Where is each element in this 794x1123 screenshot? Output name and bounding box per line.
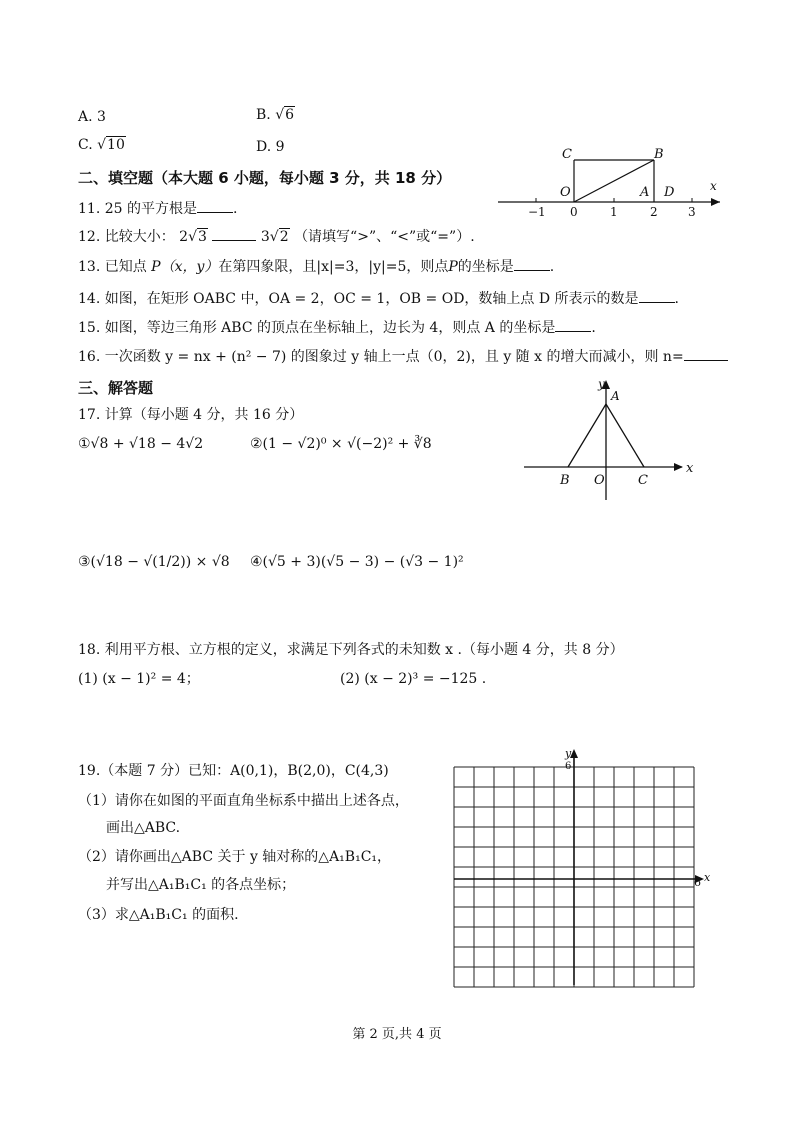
q19-step3: （3）求△A₁B₁C₁ 的面积.: [78, 907, 239, 923]
q12-left: 2: [179, 229, 189, 245]
q14-text: 14. 如图，在矩形 OABC 中，OA = 2，OC = 1，OB = OD，数轴上点 D 所表示的数是: [78, 291, 639, 307]
tick-label: −1: [528, 205, 546, 219]
question-11: 11. 25 的平方根是 .: [78, 201, 238, 217]
q13-var2: P: [448, 259, 458, 275]
label-y: y: [598, 377, 605, 391]
question-15: 15. 如图，等边三角形 ABC 的顶点在坐标轴上，边长为 4，则点 A 的坐标是 .: [78, 320, 596, 336]
label-o: O: [560, 185, 571, 200]
option-b: B. √6: [256, 107, 295, 123]
q17-part2: ②(1 − √2)⁰ × √(−2)² + ∛8: [250, 436, 432, 452]
answer-blank: [639, 290, 675, 303]
coordinate-grid[interactable]: [446, 745, 736, 990]
q13-text1: 13. 已知点: [78, 259, 147, 275]
q13-text3: 的坐标是: [457, 259, 514, 275]
answer-blank: [555, 319, 591, 332]
option-c-letter: C.: [78, 137, 93, 153]
q19-step1b: 画出△ABC.: [106, 820, 181, 836]
q13-var: P（x，y）: [151, 259, 219, 275]
label-top-6: 6: [565, 761, 572, 772]
label-x: x: [704, 871, 711, 884]
q15-text: 15. 如图，等边三角形 ABC 的顶点在坐标轴上，边长为 4，则点 A 的坐标是: [78, 320, 556, 336]
answer-blank: [684, 348, 728, 361]
section2-title: 二、填空题（本大题 6 小题，每小题 3 分，共 18 分）: [78, 169, 452, 187]
q17-part1: ①√8 + √18 − 4√2: [78, 436, 204, 452]
q12-right: 3: [260, 229, 270, 245]
option-a: [78, 108, 106, 126]
option-b-value: 6: [285, 107, 295, 123]
label-x: x: [710, 179, 717, 193]
option-b-letter: B.: [256, 107, 271, 123]
q13-text2: 在第四象限，且|x|=3，|y|=5，则点: [218, 259, 449, 275]
label-c: C: [638, 473, 648, 488]
q12-left-radicand: 3: [198, 229, 207, 245]
q19-step2b: 并写出△A₁B₁C₁ 的各点坐标；: [106, 877, 296, 893]
label-y: y: [565, 747, 572, 760]
tick-label: 1: [610, 205, 618, 219]
arrow-icon: [711, 198, 720, 206]
option-d-value: 9: [275, 139, 285, 155]
page-footer: 第 2 页,共 4 页: [352, 1027, 442, 1042]
label-b: B: [560, 473, 570, 488]
label-right-6: 6: [694, 876, 701, 889]
label-o: O: [594, 473, 605, 488]
figure-q14: [498, 140, 728, 220]
label-b: B: [654, 147, 664, 162]
section3-title: 三、解答题: [78, 379, 154, 397]
tick-label: 0: [570, 205, 578, 219]
option-a-value: 3: [97, 109, 106, 125]
label-c: C: [562, 147, 572, 162]
arrow-icon: [674, 463, 683, 471]
q19-title: 19.（本题 7 分）已知：A(0,1)，B(2,0)，C(4,3): [78, 763, 389, 779]
option-a-letter: A.: [78, 109, 93, 125]
label-a: A: [640, 185, 650, 200]
question-14: 14. 如图，在矩形 OABC 中，OA = 2，OC = 1，OB = OD，数轴上点 D 所表示的数是 .: [78, 291, 679, 307]
q12-prefix: 12. 比较大小：: [78, 229, 175, 245]
q12-right-radicand: 2: [279, 229, 289, 245]
answer-blank: [197, 200, 233, 213]
option-d: [256, 138, 285, 156]
q12-hint: （请填写“>”、“<”或“=”）.: [294, 229, 475, 245]
label-d: D: [664, 185, 675, 200]
question-12: 12. 比较大小： 2√3 3√2 （请填写“>”、“<”或“=”）.: [78, 229, 475, 245]
question-16: [78, 348, 728, 366]
answer-blank: [514, 258, 550, 271]
q18-title: 18. 利用平方根、立方根的定义，求满足下列各式的未知数 x .（每小题 4 分，共 8 分）: [78, 642, 624, 658]
q11-text: 11. 25 的平方根是: [78, 201, 197, 217]
option-d-letter: D.: [256, 139, 272, 155]
q18-part2: (2) (x − 2)³ = −125 .: [340, 671, 487, 687]
label-a: A: [611, 389, 620, 403]
figure-q15: [520, 372, 700, 504]
tick-label: 2: [650, 205, 658, 219]
answer-blank: [212, 228, 256, 241]
q19-step2a: （2）请你画出△ABC 关于 y 轴对称的△A₁B₁C₁，: [78, 849, 392, 865]
option-c-value: 10: [107, 137, 125, 153]
q17-part4: ④(√5 + 3)(√5 − 3) − (√3 − 1)²: [250, 554, 464, 570]
q17-part3: ③(√18 − √(1/2)) × √8: [78, 554, 230, 570]
q17-title: 17. 计算（每小题 4 分，共 16 分）: [78, 407, 304, 423]
tick-label: 3: [688, 205, 696, 219]
label-x: x: [686, 461, 694, 476]
q19-step1a: （1）请你在如图的平面直角坐标系中描出上述各点，: [78, 793, 409, 809]
q18-part1: (1) (x − 1)² = 4；: [78, 671, 200, 687]
q16-text: 16. 一次函数 y = nx + (n² − 7) 的图象过 y 轴上一点（0，2)，且 y 随 x 的增大而减小，则 n=: [78, 349, 684, 365]
question-13: 13. 已知点 P（x，y）在第四象限，且|x|=3，|y|=5，则点P的坐标是 .: [78, 259, 555, 275]
option-c: C. √10: [78, 137, 125, 153]
